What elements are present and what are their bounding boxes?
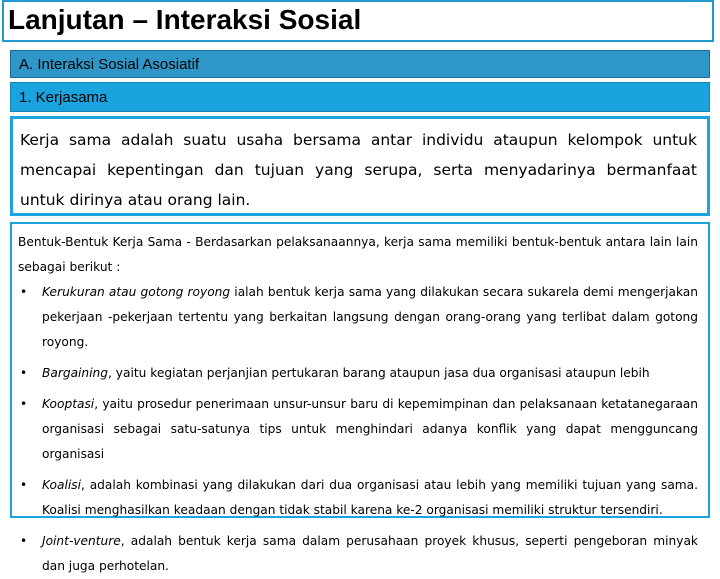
item-term: Bargaining: [42, 366, 109, 380]
forms-list-box: [10, 222, 710, 573]
bullet-glyph: •: [20, 366, 28, 380]
section-1-header: 1. Kerjasama: [10, 82, 710, 112]
item-term: Kooptasi: [42, 397, 95, 411]
section-a-header: A. Interaksi Sosial Asosiatif: [10, 50, 710, 78]
list-item: [18, 529, 698, 579]
page-title: Lanjutan – Interaksi Sosial: [8, 4, 362, 35]
item-text: , yaitu prosedur penerimaan unsur-unsur baru di kepemimpinan dan pelaksanaan ketatanegaraan organisasi sebagai satu-satunya tips untuk menghindari adanya konflik yang dapat mengguncang organisasi: [42, 397, 698, 461]
forms-intro: Bentuk-Bentuk Kerja Sama - Berdasarkan pelaksanaannya, kerja sama memiliki bentuk-bentuk antara lain lain sebagai berikut :: [18, 235, 698, 274]
list-item: [18, 473, 698, 523]
forms-list: [18, 280, 698, 579]
bullet-glyph: •: [20, 285, 28, 299]
item-text: , adalah bentuk kerja sama dalam perusahaan proyek khusus, seperti pengeboran minyak dan juga perhotelan.: [42, 534, 698, 573]
item-text: ialah bentuk kerja sama yang dilakukan secara sukarela demi mengerjakan pekerjaan -pekerjaan tertentu yang berkaitan langsung dengan orang-orang yang terlibat dalam gotong royong.: [42, 285, 698, 349]
definition-text: Kerja sama adalah suatu usaha bersama antar individu ataupun kelompok untuk mencapai kepentingan dan tujuan yang serupa, serta menyadarinya bermanfaat untuk dirinya atau orang lain.: [20, 131, 697, 209]
item-term: Kerukuran atau gotong royong: [42, 285, 231, 299]
item-text: , yaitu kegiatan perjanjian pertukaran barang ataupun jasa dua organisasi ataupun lebih: [108, 366, 650, 380]
item-text: , adalah kombinasi yang dilakukan dari dua organisasi atau lebih yang memiliki tujuan yang sama. Koalisi menghasilkan keadaan dengan tidak stabil karena ke-2 organisasi memiliki struktur tersendiri.: [42, 478, 698, 517]
bullet-glyph: •: [20, 478, 28, 492]
definition-box: [10, 116, 710, 216]
bullet-glyph: •: [20, 534, 28, 548]
list-item: [18, 361, 698, 386]
list-item: [18, 392, 698, 467]
bullet-glyph: •: [20, 397, 28, 411]
item-term: Joint-venture: [42, 534, 121, 548]
item-term: Koalisi: [42, 478, 81, 492]
title-box: [2, 0, 714, 42]
list-item: [18, 280, 698, 355]
